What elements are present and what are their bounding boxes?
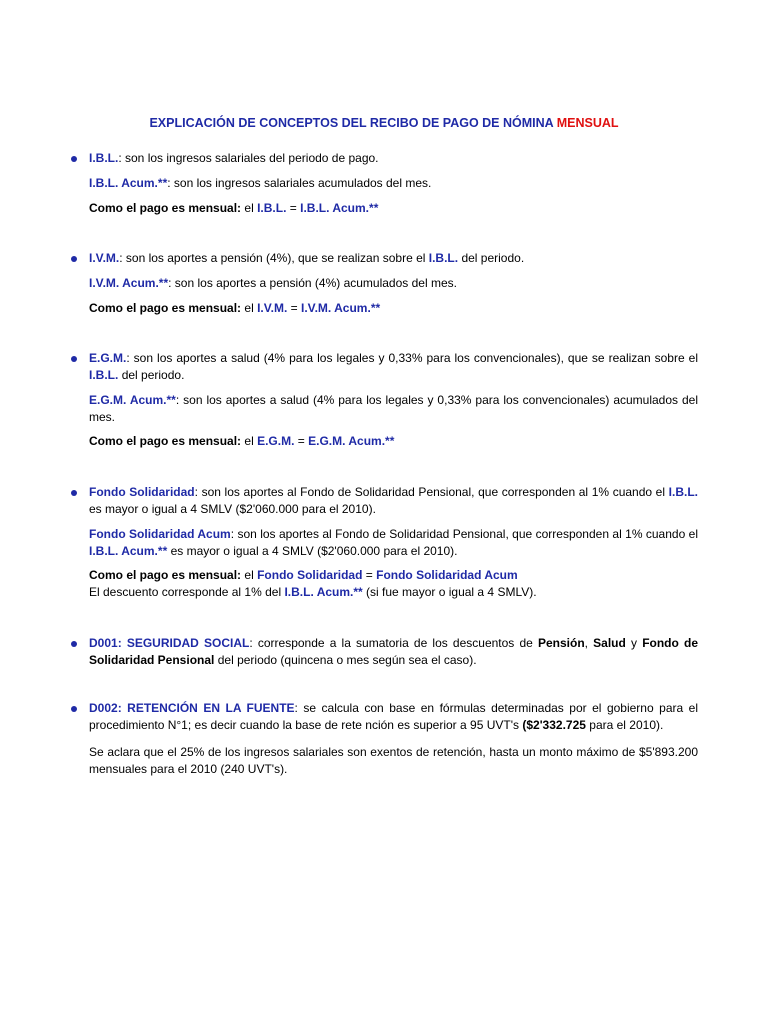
egm-equality: Como el pago es mensual: el E.G.M. = E.G.M. Acum.**	[89, 434, 395, 448]
ibl-definition: I.B.L.: son los ingresos salariales del periodo de pago.	[89, 151, 379, 165]
egm-acum-definition: E.G.M. Acum.**: son los aportes a salud (4% para los legales y 0,33% para los convencionales) acumulados del mes.	[89, 393, 698, 424]
bullet-icon	[71, 706, 77, 712]
fondo-discount-note: El descuento corresponde al 1% del I.B.L. Acum.** (si fue mayor o igual a 4 SMLV).	[89, 585, 537, 599]
bullet-icon	[71, 641, 77, 647]
fondo-definition: Fondo Solidaridad: son los aportes al Fondo de Solidaridad Pensional, que corresponden al 1% cuando el I.B.L. es mayor o igual a 4 SMLV ($2'060.000 para el 2010).	[89, 485, 699, 516]
ivm-definition: I.V.M.: son los aportes a pensión (4%), que se realizan sobre el I.B.L. del periodo.	[89, 251, 525, 265]
d002-definition: D002: RETENCIÓN EN LA FUENTE: se calcula con base en fórmulas determinadas por el gobierno para el procedimiento N°1; es decir cuando la base de rete nción es superior a 95 UVT's ($2'332.725 para el 2010).	[89, 701, 698, 732]
ibl-equality: Como el pago es mensual: el I.B.L. = I.B.L. Acum.**	[89, 201, 379, 215]
bullet-icon	[71, 156, 77, 162]
bullet-icon	[71, 356, 77, 362]
ivm-acum-definition: I.V.M. Acum.**: son los aportes a pensión (4%) acumulados del mes.	[89, 276, 457, 290]
egm-definition: E.G.M.: son los aportes a salud (4% para los legales y 0,33% para los convencionales), que se realizan sobre el I.B.L. del periodo.	[89, 351, 698, 382]
fondo-acum-definition: Fondo Solidaridad Acum: son los aportes al Fondo de Solidaridad Pensional, que corresponden al 1% cuando el I.B.L. Acum.** es mayor o igual a 4 SMLV ($2'060.000 para el 2010).	[89, 527, 698, 558]
bullet-icon	[71, 256, 77, 262]
d002-note: Se aclara que el 25% de los ingresos salariales son exentos de retención, hasta un monto máximo de $5'893.200 mensuales para el 2010 (240 UVT's).	[89, 745, 698, 776]
page-title	[0, 115, 768, 132]
ivm-equality: Como el pago es mensual: el I.V.M. = I.V.M. Acum.**	[89, 301, 381, 315]
bullet-icon	[71, 490, 77, 496]
fondo-equality: Como el pago es mensual: el Fondo Solidaridad = Fondo Solidaridad Acum	[89, 568, 518, 582]
title-text: EXPLICACIÓN DE CONCEPTOS DEL RECIBO DE PAGO DE NÓMINA	[149, 116, 554, 130]
ibl-acum-definition: I.B.L. Acum.**: son los ingresos salariales acumulados del mes.	[89, 176, 432, 190]
d001-definition: D001: SEGURIDAD SOCIAL: corresponde a la sumatoria de los descuentos de Pensión, Salud y Fondo de Solidaridad Pensional del periodo (quincena o mes según sea el caso).	[89, 636, 699, 667]
title-accent: MENSUAL	[556, 116, 619, 130]
